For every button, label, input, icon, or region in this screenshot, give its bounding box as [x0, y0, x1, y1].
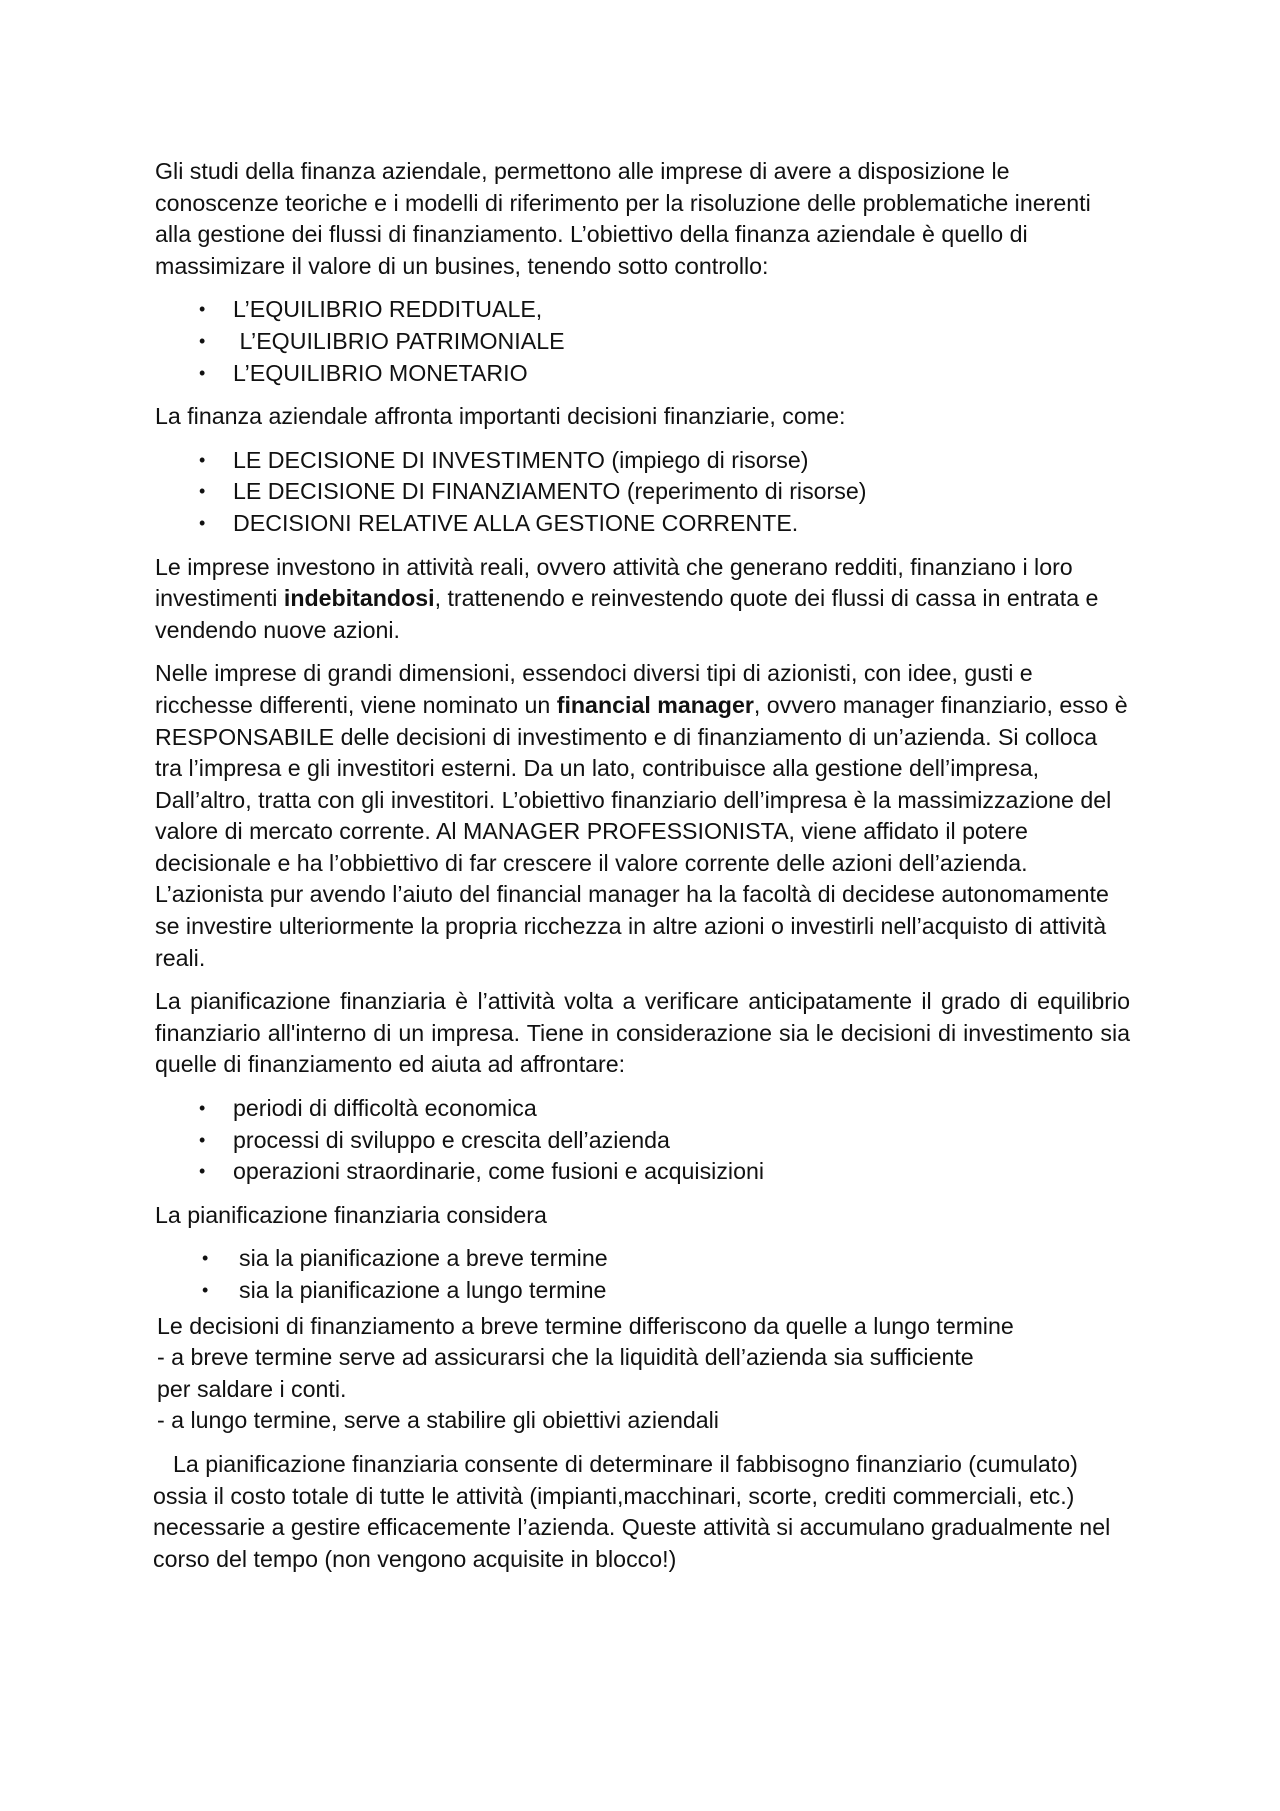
list-item: • L’EQUILIBRIO REDDITUALE, — [155, 294, 1130, 326]
paragraph-financial-manager: Nelle imprese di grandi dimensioni, essendoci diversi tipi di azionisti, con idee, gusti e ricchesse differenti, viene nominato un financial manager, ovvero manager finanziario, esso è RESPONSABILE delle decisioni di investimento e di finanziamento di un’azienda. Si colloca tra l’impresa e gli investitori esterni. Da un lato, contribuisce alla gestione dell’impresa, Dall’altro, tratta con gli investitori. L’obiettivo finanziario dell’impresa è la massimizzazione del valore di mercato corrente. Al MANAGER PROFESSIONISTA, viene affidato il potere decisionale e ha l’obbiettivo di far crescere il valore corrente delle azioni dell’azienda. L’azionista pur avendo l’aiuto del financial manager ha la facoltà di decidese autonomamente se investire ulteriormente la propria ricchezza in altre azioni o investirli nell’acquisto di attività reali. — [155, 660, 1128, 971]
bullet-icon: • — [202, 1248, 209, 1269]
paragraph-pianificazione: La pianificazione finanziaria è l’attività volta a verificare anticipatamente il grado di equilibrio finanziario all'interno di un impresa. Tiene in considerazione sia le decisioni di investimento sia quelle di finanziamento ed aiuta ad affrontare: — [155, 988, 1130, 1078]
list-equilibri — [155, 294, 1130, 389]
bullet-icon: • — [202, 1280, 209, 1300]
paragraph-breve-lungo: Le decisioni di finanziamento a breve termine differiscono da quelle a lungo termine - a breve termine serve ad assicurarsi che la liquidità dell’azienda sia sufficiente per saldare i conti. - a lungo termine, serve a stabilire gli obiettivi aziendali — [157, 1312, 1014, 1434]
paragraph-intro: Gli studi della finanza aziendale, permettono alle imprese di avere a disposizione le conoscenze teoriche e i modelli di riferimento per la risoluzione delle problematiche inerenti alla gestione dei flussi di finanziamento. L’obiettivo della finanza aziendale è quello di massimizare il valore di un busines, tenendo sotto controllo: — [155, 158, 1091, 279]
bullet-icon: • — [199, 449, 206, 470]
list-item: • LE DECISIONE DI FINANZIAMENTO (reperimento di risorse) — [155, 476, 1130, 508]
list-item: • L’EQUILIBRIO PATRIMONIALE — [155, 326, 1130, 358]
list-item: • L’EQUILIBRIO MONETARIO — [155, 358, 1130, 390]
bullet-icon: • — [199, 330, 206, 351]
bullet-icon: • — [199, 481, 206, 502]
bullet-icon: • — [199, 299, 206, 320]
list-termine — [155, 1243, 1130, 1306]
bullet-icon: • — [199, 512, 206, 533]
paragraph-imprese: Le imprese investono in attività reali, ovvero attività che generano redditi, finanziano i loro investimenti indebitandosi, trattenendo e reinvestendo quote dei flussi di cassa in entrata e vendendo nuove azioni. — [155, 553, 1099, 643]
bullet-icon: • — [199, 1098, 206, 1119]
bullet-icon: • — [199, 1161, 206, 1182]
bullet-icon: • — [199, 362, 206, 383]
list-item: • operazioni straordinarie, come fusioni e acquisizioni — [155, 1156, 1130, 1188]
document-body — [155, 156, 1130, 1587]
paragraph-considera: La pianificazione finanziaria considera — [155, 1201, 547, 1228]
list-item: • DECISIONI RELATIVE ALLA GESTIONE CORRENTE. — [155, 508, 1130, 540]
paragraph-fabbisogno: La pianificazione finanziaria consente di determinare il fabbisogno finanziario (cumulato) ossia il costo totale di tutte le attività (impianti,macchinari, scorte, crediti commerciali, etc.) necessarie a gestire efficacemente l’azienda. Queste attività si accumulano gradualmente nel corso del tempo (non vengono acquisite in blocco!) — [153, 1450, 1111, 1572]
bold-term: financial manager — [556, 691, 754, 718]
list-item: • processi di sviluppo e crescita dell’azienda — [155, 1125, 1130, 1157]
bold-term: indebitandosi — [283, 585, 435, 612]
bullet-icon: • — [199, 1129, 206, 1150]
list-item: • periodi di difficoltà economica — [155, 1093, 1130, 1125]
list-item: • sia la pianificazione a lungo termine — [155, 1275, 1130, 1307]
list-item: • LE DECISIONE DI INVESTIMENTO (impiego di risorse) — [155, 445, 1130, 477]
list-difficolta — [155, 1093, 1130, 1188]
list-item: • sia la pianificazione a breve termine — [155, 1243, 1130, 1275]
list-decisioni — [155, 445, 1130, 540]
paragraph-decisioni: La finanza aziendale affronta importanti decisioni finanziarie, come: — [155, 403, 846, 430]
